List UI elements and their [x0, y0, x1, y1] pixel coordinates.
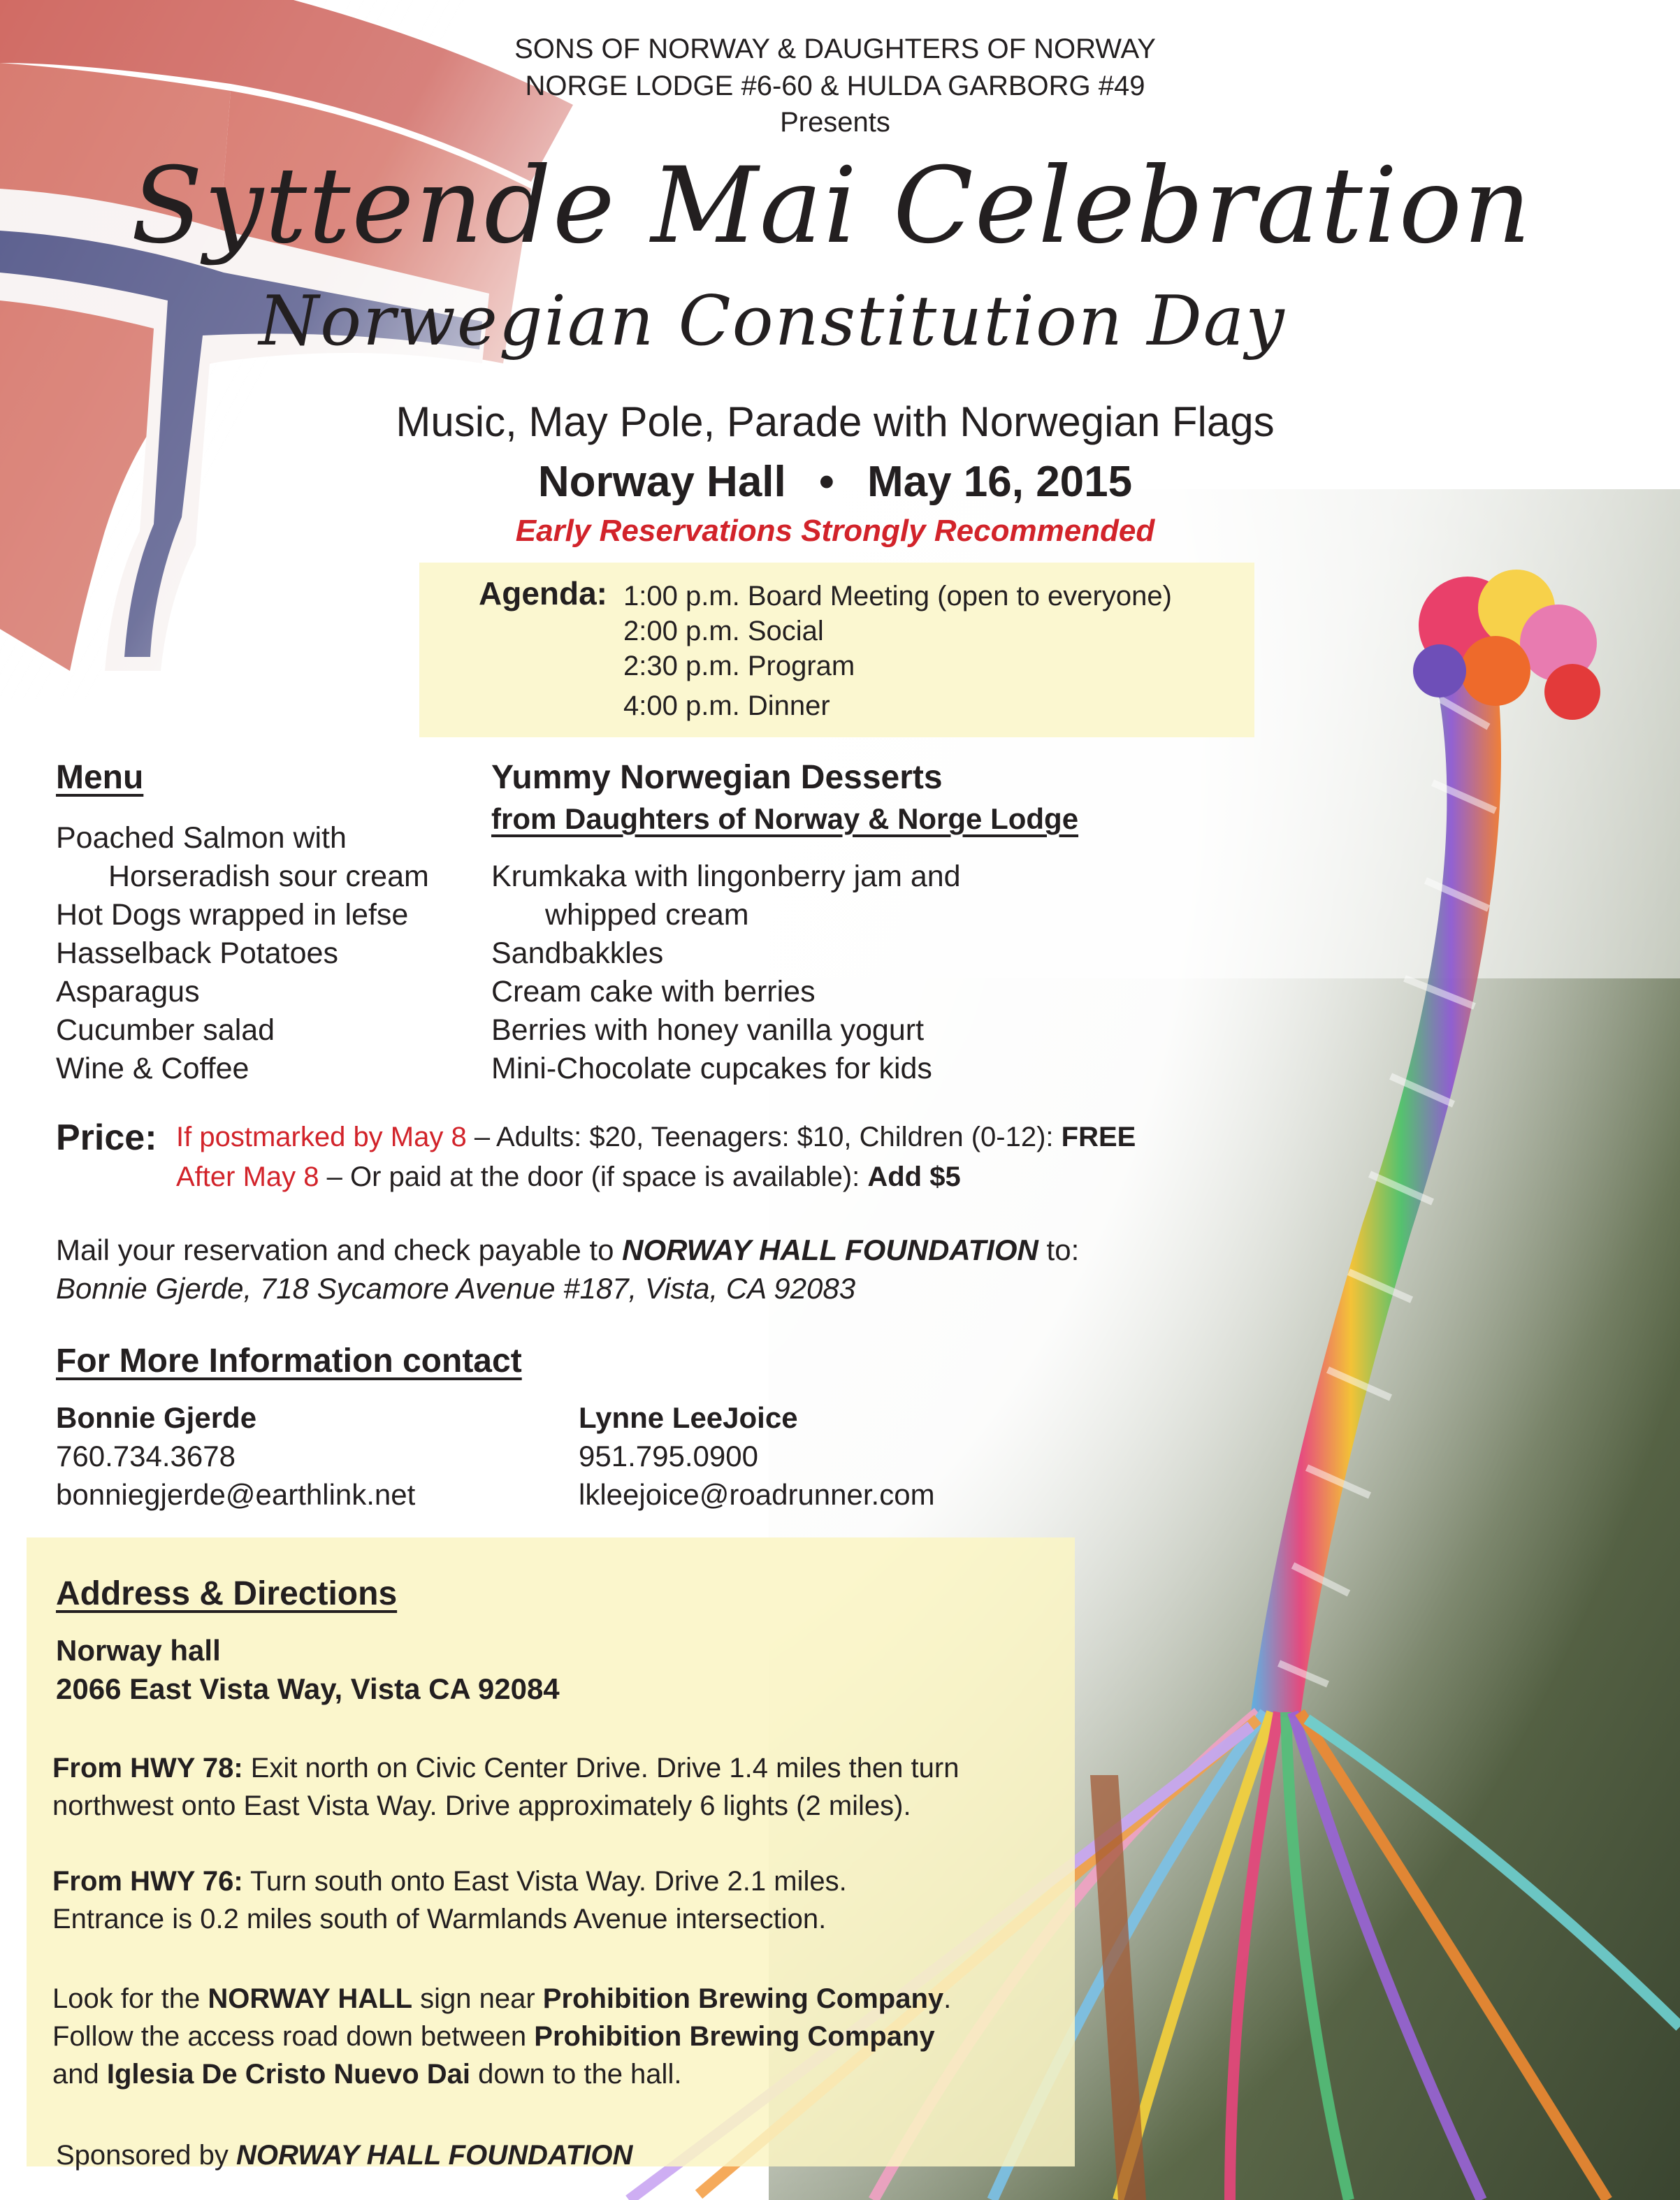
header-organizations: SONS OF NORWAY & DAUGHTERS OF NORWAY: [514, 34, 1156, 64]
mail-suffix: to:: [1038, 1233, 1080, 1266]
contact-name: Bonnie Gjerde: [56, 1401, 257, 1434]
contact-email[interactable]: bonniegjerde@earthlink.net: [56, 1478, 416, 1511]
menu-item: Horseradish sour cream: [108, 860, 429, 893]
menu-item: Asparagus: [56, 975, 200, 1008]
menu-item: Wine & Coffee: [56, 1052, 249, 1085]
landmark-church: Iglesia De Cristo Nuevo Dai: [106, 2059, 471, 2090]
price-label: Price:: [56, 1117, 157, 1158]
landmark-text: down to the hall.: [470, 2059, 682, 2090]
hall-name: Norway hall: [56, 1634, 221, 1667]
event-date: May 16, 2015: [867, 458, 1133, 506]
desserts-subheading: from Daughters of Norway & Norge Lodge: [491, 802, 1079, 835]
title-script: Syttende Mai Celebration: [131, 145, 1533, 267]
price-children-free: FREE: [1061, 1122, 1136, 1152]
dessert-item: Cream cake with berries: [491, 975, 816, 1008]
event-activities: Music, May Pole, Parade with Norwegian Flags: [396, 398, 1275, 445]
price-early-deadline: If postmarked by May 8: [176, 1122, 467, 1152]
landmark-text: Follow the access road down between: [52, 2021, 535, 2052]
price-line-2: [176, 1161, 961, 1193]
directions-landmark-line-2: [52, 2021, 935, 2053]
agenda-item: 2:00 p.m. Social: [623, 616, 824, 646]
agenda-item: 2:30 p.m. Program: [623, 651, 855, 681]
directions-landmark-line-3: [52, 2059, 681, 2090]
price-late-surcharge: Add $5: [867, 1161, 961, 1192]
dessert-item: Mini-Chocolate cupcakes for kids: [491, 1052, 932, 1085]
price-early-rates: – Adults: $20, Teenagers: $10, Children (0-12):: [466, 1122, 1062, 1152]
price-late-deadline: After May 8: [176, 1161, 319, 1192]
contact-heading: For More Information contact: [56, 1343, 522, 1380]
subtitle-script: Norwegian Constitution Day: [259, 282, 1286, 361]
menu-item: Hasselback Potatoes: [56, 936, 338, 970]
dessert-item: Berries with honey vanilla yogurt: [491, 1013, 925, 1047]
mail-payee: NORWAY HALL FOUNDATION: [622, 1233, 1038, 1266]
agenda-item: 1:00 p.m. Board Meeting (open to everyone): [623, 581, 1172, 611]
mail-address: Bonnie Gjerde, 718 Sycamore Avenue #187, Vista, CA 92083: [56, 1272, 856, 1305]
event-separator: •: [819, 458, 834, 506]
menu-item: Poached Salmon with: [56, 821, 347, 855]
contact-email[interactable]: lkleejoice@roadrunner.com: [579, 1478, 935, 1511]
landmark-text: .: [943, 1983, 952, 2014]
landmark-text: and: [52, 2059, 107, 2090]
hwy78-text-1: Exit north on Civic Center Drive. Drive 1.4 miles then turn: [242, 1753, 960, 1783]
contact-phone: 760.734.3678: [56, 1440, 236, 1472]
dessert-item: Krumkaka with lingonberry jam and: [491, 860, 961, 893]
directions-hwy76-line-1: [52, 1866, 847, 1897]
dessert-item: whipped cream: [545, 898, 749, 932]
address-heading: Address & Directions: [56, 1575, 398, 1612]
menu-item: Hot Dogs wrapped in lefse: [56, 898, 409, 932]
hwy78-label: From HWY 78:: [52, 1753, 243, 1783]
contact-phone: 951.795.0900: [579, 1440, 758, 1472]
landmark-hall-sign: NORWAY HALL: [208, 1983, 413, 2014]
sponsor-name: NORWAY HALL FOUNDATION: [236, 2140, 633, 2171]
event-venue-date: [0, 454, 1670, 510]
contact-name: Lynne LeeJoice: [579, 1401, 798, 1434]
event-venue: Norway Hall: [537, 458, 786, 506]
mail-instructions: [56, 1233, 1079, 1267]
directions-hwy78-line-1: [52, 1753, 959, 1784]
menu-item: Cucumber salad: [56, 1013, 275, 1047]
landmark-text: sign near: [412, 1983, 543, 2014]
landmark-brewery: Prohibition Brewing Company: [534, 2021, 935, 2052]
hwy76-label: From HWY 76:: [52, 1866, 243, 1897]
price-line-1: [176, 1122, 1136, 1153]
hall-address: 2066 East Vista Way, Vista CA 92084: [56, 1672, 560, 1705]
sponsor-line: [56, 2140, 632, 2171]
header-lodges: NORGE LODGE #6-60 & HULDA GARBORG #49: [525, 71, 1145, 101]
landmark-text: Look for the: [52, 1983, 208, 2014]
header-presents: Presents: [780, 107, 890, 138]
landmark-brewery: Prohibition Brewing Company: [542, 1983, 944, 2014]
reservation-note: Early Reservations Strongly Recommended: [515, 514, 1155, 548]
price-late-text: – Or paid at the door (if space is available):: [319, 1161, 868, 1192]
directions-landmark-line-1: [52, 1983, 951, 2015]
dessert-item: Sandbakkles: [491, 936, 664, 970]
sponsor-prefix: Sponsored by: [56, 2140, 236, 2171]
mail-prefix: Mail your reservation and check payable to: [56, 1233, 623, 1266]
directions-hwy78-line-2: northwest onto East Vista Way. Drive approximately 6 lights (2 miles).: [52, 1790, 911, 1821]
agenda-item: 4:00 p.m. Dinner: [623, 690, 830, 721]
agenda-label: Agenda:: [479, 575, 607, 611]
menu-heading: Menu: [56, 759, 144, 796]
hwy76-text-1: Turn south onto East Vista Way. Drive 2.1 miles.: [242, 1866, 847, 1897]
desserts-heading: Yummy Norwegian Desserts: [491, 759, 943, 796]
directions-hwy76-line-2: Entrance is 0.2 miles south of Warmlands Avenue intersection.: [52, 1904, 827, 1934]
